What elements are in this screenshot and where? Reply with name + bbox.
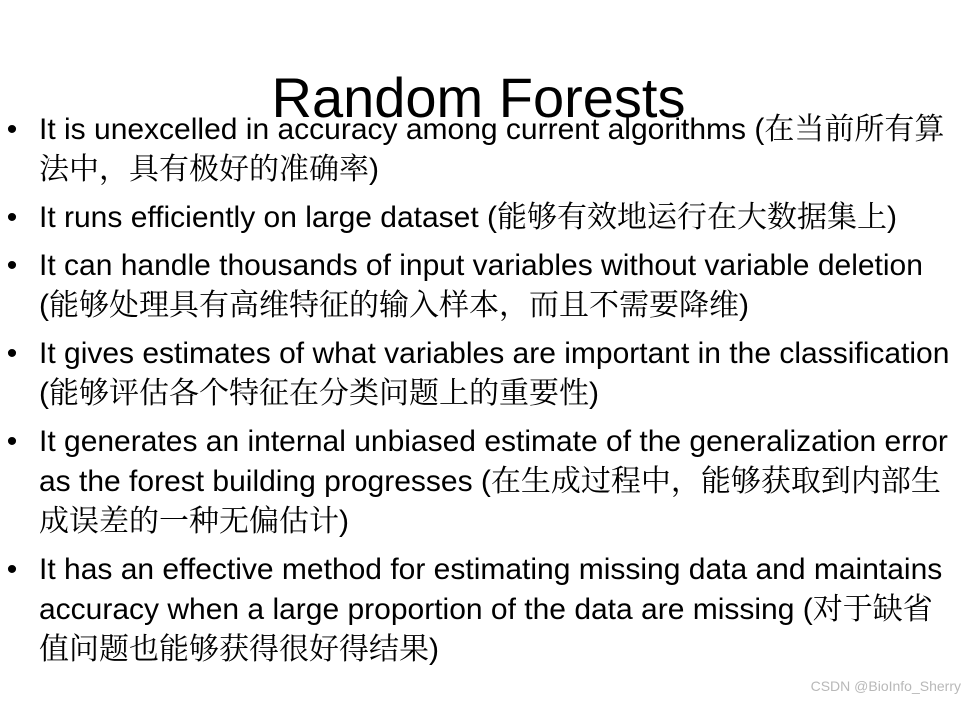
bullet-dot-icon: • (6, 113, 18, 146)
bullet-item-accuracy (0, 110, 967, 190)
bullet-item-error-estimate (0, 422, 967, 542)
bullet-text: It gives estimates of what variables are important in the classification (能够评估各个特征在分类问题上的重要性) (39, 337, 950, 410)
bullet-list (0, 110, 967, 678)
bullet-text: It is unexcelled in accuracy among current algorithms (在当前所有算法中，具有极好的准确率) (39, 113, 945, 186)
watermark: CSDN @BioInfo_Sherry (810, 678, 961, 694)
slide-title: Random Forests (271, 65, 686, 129)
bullet-item-input-variables (0, 246, 967, 326)
bullet-item-missing-data (0, 550, 967, 670)
bullet-dot-icon: • (6, 553, 18, 586)
bullet-text: It has an effective method for estimating missing data and maintains accuracy when a large proportion of the data are missing (对于缺省值问题也能够获得很好得结果) (39, 553, 943, 666)
bullet-dot-icon: • (6, 337, 18, 370)
bullet-item-variable-importance (0, 334, 967, 414)
bullet-text: It runs efficiently on large dataset (能够有效地运行在大数据集上) (39, 201, 898, 234)
bullet-dot-icon: • (6, 201, 18, 234)
bullet-text: It generates an internal unbiased estimate of the generalization error as the forest building progresses (在生成过程中，能够获取到内部生成误差的一种无偏估计) (39, 425, 948, 538)
bullet-dot-icon: • (6, 425, 18, 458)
bullet-item-efficiency (0, 198, 967, 238)
bullet-text: It can handle thousands of input variables without variable deletion (能够处理具有高维特征的输入样本，而且不需要降维) (39, 249, 923, 322)
bullet-dot-icon: • (6, 249, 18, 282)
